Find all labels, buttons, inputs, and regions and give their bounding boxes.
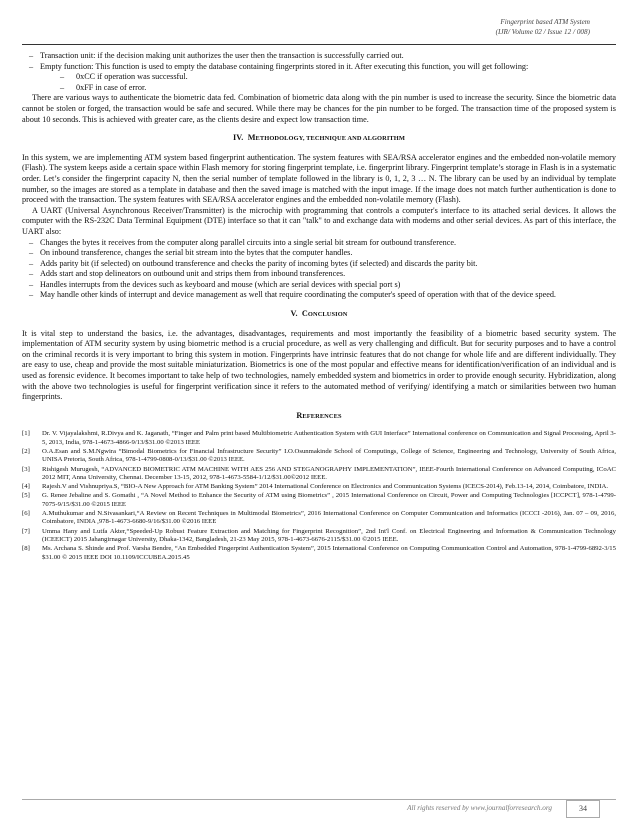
list-item: – On inbound transference, changes the serial bit stream into the bytes that the computer handles. (29, 248, 353, 258)
section-heading-methodology: IV. METHODOLOGY, TECHNIQUE AND ALGORITHM (233, 133, 405, 143)
section-heading-conclusion: V. CONCLUSION (290, 309, 348, 319)
sub-list-item: – 0xCC if operation was successful. (60, 72, 188, 82)
reference-item: [4] Rajesh.V and Vishnupriya.S, “BIO-A New Approach for ATM Banking System” 2014 International Conference on Electronics and Communication Systems (ICECS-2014), Feb.13-14, 2014, Coimbatore, INDIA. (22, 483, 609, 491)
footer-rule (22, 799, 616, 800)
sub-list-item: – 0xFF in case of error. (60, 82, 147, 92)
reference-item: [5] G. Renee Jebaline and S. Gomathi , “A Novel Method to Enhance the Security of ATM using Biometrics” , 2015 International Conference on Circuit, Power and Computing Technologies [ICCPCT], 978-1-4799-7075-9/15/$31.00 ©2015 IEEE (22, 492, 616, 508)
footer-copyright: All rights reserved by www.journalforresearch.org (407, 804, 552, 812)
list-item: – Handles interrupts from the devices such as keyboard and mouse (which are serial devices with special port s) (29, 279, 401, 289)
list-item: – Adds start and stop delineators on outbound unit and strips them from inbound transferences. (29, 269, 346, 279)
reference-item: [3] Rishigesh Murugesh, “ADVANCED BIOMETRIC ATM MACHINE WITH AES 256 AND STEGANOGRAPHY IMPLEMENTATION”, IEEE-Fourth International Conference on Advanced Computing, ICoAC 2012 MIT, Anna University, Chennai. December 13-15, 2012, 978-1-4673-5584-1/12/$31.00©2012 IEEE. (22, 465, 616, 481)
reference-item: [7] Umma Hany and Lutfa Akter,“Speeded-Up Robust Feature Extraction and Matching for Fingerprint Recognition”, 2nd Int'l Conf. on Electrical Engineering and Information & Communication Technology (ICEEICT) 2015 Jahangirnagar University, Dhaka-1342, Bangladesh, 21-23 May 2015, 978-1-4673-6676-2115/$31.00 ©2015 IEEE. (22, 527, 616, 543)
paragraph-methodology: In this system, we are implementing ATM system based fingerprint authentication. The system features with SEA/RSA accelerator engines and the embedded non-volatile memory (Flash). The system keeps aside a certain space within Flash memory for storing fingerprint template, i.e. fingerprint library. Fingerprint template’s storage in Flash is in a systematic order. Let’s consider the fingerprint capacity N, then the serial number of template followed in the library is 0, 1, 2, 3 … N. The library can be used by an individual by template number, so the images are stored as a template in database and then the saved image is matched with the input image. If the image does not match further authentication is done to proceed with the transaction. The system features with SEA/RSA accelerator engines and the embedded non-volatile memory (Flash). (22, 152, 616, 205)
journal-volume: (IJR/ Volume 02 / Issue 12 / 008) (495, 27, 590, 36)
reference-item: [1] Dr. V. Vijayalakshmi, R.Divya and K. Jaganath, “Finger and Palm print based Multibiometric Authentication System with GUI Interface” International conference on Communication and Signal Processing, April 3-5, 2013, India, 978-1-4673-4866-9/13/$31.00 ©2013 IEEE (22, 430, 616, 446)
journal-title: Fingerprint based ATM System (500, 18, 590, 26)
list-item: – Adds parity bit (if selected) on outbound transference and checks the parity of incoming bytes (if selected) and discards the parity bit. (29, 258, 478, 268)
paragraph-conclusion: It is vital step to understand the basics, i.e. the advantages, disadvantages, requirements and most importantly the feasibility of a biometric based security system. The implementation of ATM security system by using biometric method is a crucial procedure, as well as very challenging and difficult. But for security purposes and to have a control on the criminal records it is very important to bring this system in motion. Fingerprints have intrinsic features that do not change for whole life and are different individually. They are easy to use, cheap and provide the most suitable miniaturization. Biometrics is one of the most popular and effective means for identification/verification of an individual and is used as forensic evidence. It becomes important to take help of two technologies, namely embedded system and biometrics in order to provide enough security. Hybridization, along with the above two technologies is useful for fingerprint verification since it refers to the automated method of verifying/ identifying a match or similarities between two human fingerprints. (22, 328, 616, 402)
list-item: – Transaction unit: if the decision making unit authorizes the user then the transaction is successfully carried out. (29, 51, 404, 60)
page-body (22, 51, 616, 563)
section-heading-references: REFERENCES (296, 410, 342, 420)
list-item: – Changes the bytes it receives from the computer along parallel circuits into a single serial bit stream for outbound transference. (29, 237, 457, 247)
list-item: – Empty function: This function is used to empty the database containing fingerprints stored in it. After executing this function, you will get following: (29, 61, 529, 71)
reference-item: [6] A.Muthukumar and N.Sivasankari,“A Review on Recent Techniques in Multimodal Biometrics”, 2016 International Conference on Computer Communication and Informatics (ICCCI -2016), Jan. 07 – 09, 2016, Coimbatore, INDIA ,978-1-4673-6680-9/16/$31.00 ©2016 IEEE (22, 510, 616, 526)
running-header (496, 18, 590, 37)
page-number: 34 (566, 800, 600, 818)
reference-list (22, 430, 616, 561)
paragraph-uart: A UART (Universal Asynchronous Receiver/Transmitter) is the microchip with programming that controls a computer's interface to its attached serial devices. It allows the computer with the RS-232C Data Terminal Equipment (DTE) interface so that it can "talk" to and exchange data with modems and other serial devices. As part of this interface, the UART also: (22, 205, 616, 236)
list-item: – May handle other kinds of interrupt and device management as well that require coordinating the computer's speed of operation with that of the device speed. (29, 290, 556, 300)
reference-item: [2] O.A.Esan and S.M.Ngwira “Bimodal Biometrics for Financial Infrastructure Security” I.O.Osunmakinde School of Computings, College of Science, Engineering and Technology, University of South Africa, UNISA Pretoria, South Africa, 978-1-4799-0808-0/13/$31.00 ©2013 IEEE. (22, 448, 616, 464)
header-rule (22, 44, 616, 45)
reference-item: [8] Ms. Archana S. Shinde and Prof. Varsha Bendre, “An Embedded Fingerprint Authentication System”, 2015 International Conference on Computing Communication Control and Automation, 978-1-4799-6892-3/15 $31.00 © 2015 IEEE DOI 10.1109/ICCUBEA.2015.45 (22, 545, 616, 561)
paragraph-authentication: There are various ways to authenticate the biometric data fed. Combination of biometric data along with the pin number is used to increase the security. Since the biometric data cannot be stolen or forged, the transaction would be safe and secured. While there may be chances for the pin number to be forged. The transaction time of the proposed system is about 10 seconds. This is achieved with greater care, as the clients desire and expect low transaction time. (22, 93, 616, 124)
